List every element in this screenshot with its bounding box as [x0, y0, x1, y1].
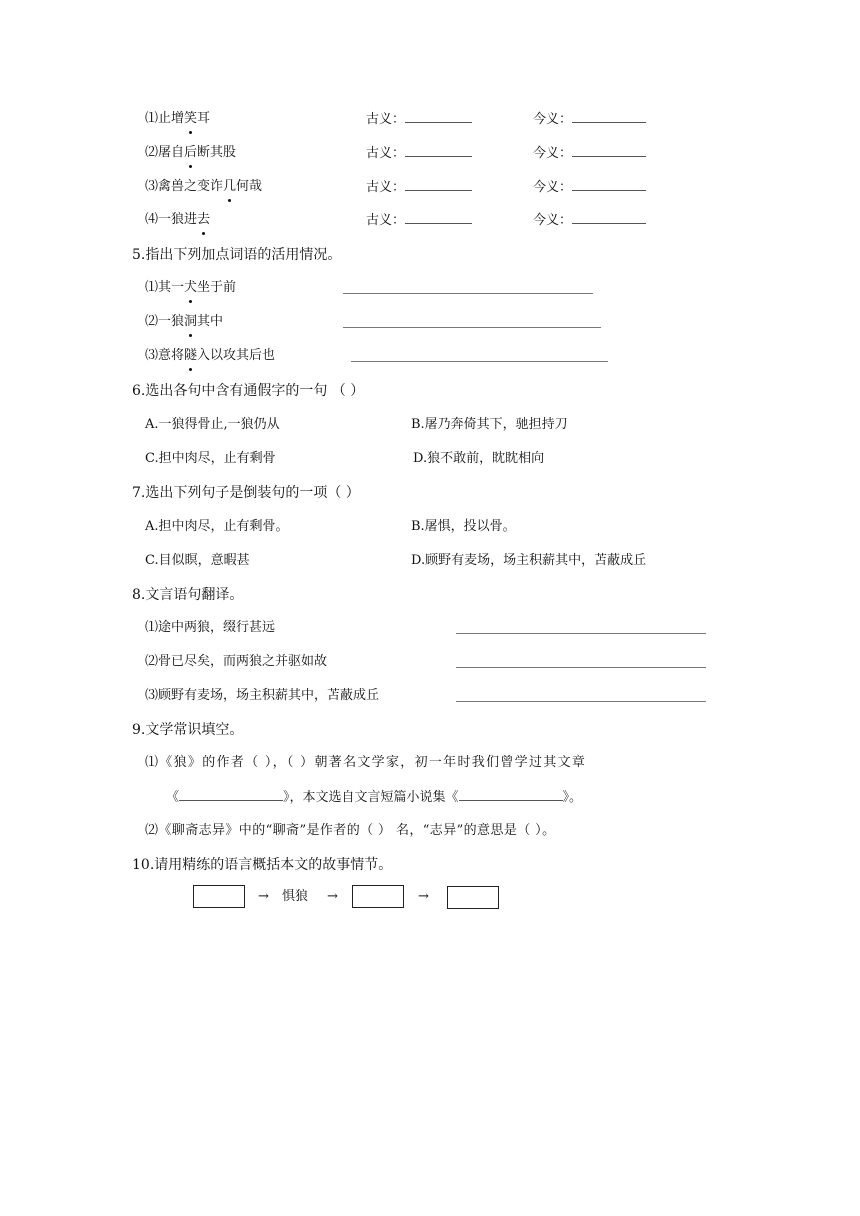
question-5: [0, 243, 860, 267]
answer-line[interactable]: [456, 701, 706, 702]
gu-label: 古义：: [366, 141, 472, 166]
collection-title-blank[interactable]: [459, 785, 563, 801]
gu-blank[interactable]: [405, 141, 472, 157]
answer-line[interactable]: [343, 327, 601, 328]
q8-item: [0, 616, 860, 640]
plot-middle-label: 惧狼: [282, 889, 309, 904]
gujin-row: [0, 141, 860, 165]
question-10-title: 10.请用精练的语言概括本文的故事情节。: [132, 857, 393, 873]
q9-text-2: 《 》，本文选自文言短篇小说集《 》。: [166, 785, 582, 810]
question-9-title: 9.文学常识填空。: [132, 722, 244, 738]
option-b[interactable]: B.屠乃奔倚其下，驰担持刀: [411, 417, 568, 432]
q8-item: [0, 650, 860, 674]
gujin-phrase: ⑷一狼进去: [145, 208, 210, 232]
answer-line[interactable]: [456, 633, 706, 634]
option-d[interactable]: D.顾野有麦场，场主积薪其中，苫蔽成丘: [411, 553, 647, 568]
work-title-blank[interactable]: [179, 785, 283, 801]
gu-blank[interactable]: [405, 208, 472, 224]
answer-line[interactable]: [351, 361, 608, 362]
gu-blank[interactable]: [405, 107, 472, 123]
gujin-row: [0, 208, 860, 232]
gujin-row: [0, 175, 860, 199]
answer-line[interactable]: [456, 667, 706, 668]
q9-text-1: ⑴《狼》的作者（ ），（ ）朝著名文学家，初一年时我们曾学过其文章: [145, 755, 587, 770]
question-5-title: 5.指出下列加点词语的活用情况。: [132, 247, 342, 263]
q5-item: [0, 276, 860, 300]
jin-blank[interactable]: [572, 107, 646, 123]
question-6: [0, 379, 860, 403]
q6-options-row: [0, 447, 860, 471]
question-7-title: 7.选出下列句子是倒装句的一项（ ）: [132, 485, 360, 501]
question-7: [0, 481, 860, 505]
gujin-phrase: ⑵屠自后断其股: [145, 141, 236, 165]
option-c[interactable]: C.担中肉尽，止有剩骨: [145, 451, 276, 466]
q9-text-3: ⑵《聊斋志异》中的“聊斋”是作者的（ ） 名，“志异”的意思是（ ）。: [145, 823, 556, 838]
arrow-icon: →: [418, 889, 429, 904]
q5-phrase: ⑴其一犬坐于前: [145, 276, 236, 300]
jin-label: 今义：: [533, 141, 646, 166]
q5-phrase: ⑵一狼洞其中: [145, 310, 223, 334]
plot-box-2[interactable]: [352, 885, 404, 908]
gu-label: 古义：: [366, 208, 472, 233]
q5-item: [0, 344, 860, 368]
jin-blank[interactable]: [572, 175, 646, 191]
gu-blank[interactable]: [405, 175, 472, 191]
jin-label: 今义：: [533, 175, 646, 200]
gujin-row: [0, 107, 860, 131]
jin-label: 今义：: [533, 107, 646, 132]
gu-label: 古义：: [366, 175, 472, 200]
q9-line-3: [0, 819, 860, 843]
q5-item: [0, 310, 860, 334]
arrow-icon: →: [327, 889, 338, 904]
option-b[interactable]: B.屠惧，投以骨。: [411, 519, 516, 534]
q8-sentence: ⑵骨已尽矣，而两狼之并驱如故: [145, 654, 328, 669]
option-c[interactable]: C.目似瞑，意暇甚: [145, 553, 250, 568]
question-9: [0, 718, 860, 742]
q9-line-2: [0, 785, 860, 809]
q7-options-row: [0, 549, 860, 573]
q5-phrase: ⑶意将隧入以攻其后也: [145, 344, 275, 368]
jin-blank[interactable]: [572, 208, 646, 224]
question-8-title: 8.文言语句翻译。: [132, 587, 244, 603]
plot-box-1[interactable]: [193, 885, 245, 908]
q8-sentence: ⑴途中两狼，缀行甚远: [145, 620, 276, 635]
jin-blank[interactable]: [572, 141, 646, 157]
arrow-icon: →: [258, 889, 269, 904]
q8-sentence: ⑶顾野有麦场，场主积薪其中，苫蔽成丘: [145, 688, 380, 703]
q6-options-row: [0, 413, 860, 437]
gujin-phrase: ⑴止增笑耳: [145, 107, 210, 131]
q8-item: [0, 684, 860, 708]
question-8: [0, 583, 860, 607]
answer-line[interactable]: [343, 293, 593, 294]
jin-label: 今义：: [533, 208, 646, 233]
question-6-title: 6.选出各句中含有通假字的一句 （ ）: [132, 383, 365, 399]
plot-box-3[interactable]: [447, 886, 499, 909]
q9-line-1: [0, 751, 860, 775]
gujin-phrase: ⑶禽兽之变诈几何哉: [145, 175, 262, 199]
option-a[interactable]: A.担中肉尽，止有剩骨。: [145, 519, 289, 534]
gu-label: 古义：: [366, 107, 472, 132]
option-d[interactable]: D.狼不敢前，眈眈相向: [413, 451, 545, 466]
q7-options-row: [0, 515, 860, 539]
option-a[interactable]: A.一狼得骨止,一狼仍从: [145, 417, 280, 432]
question-10: [0, 853, 860, 877]
